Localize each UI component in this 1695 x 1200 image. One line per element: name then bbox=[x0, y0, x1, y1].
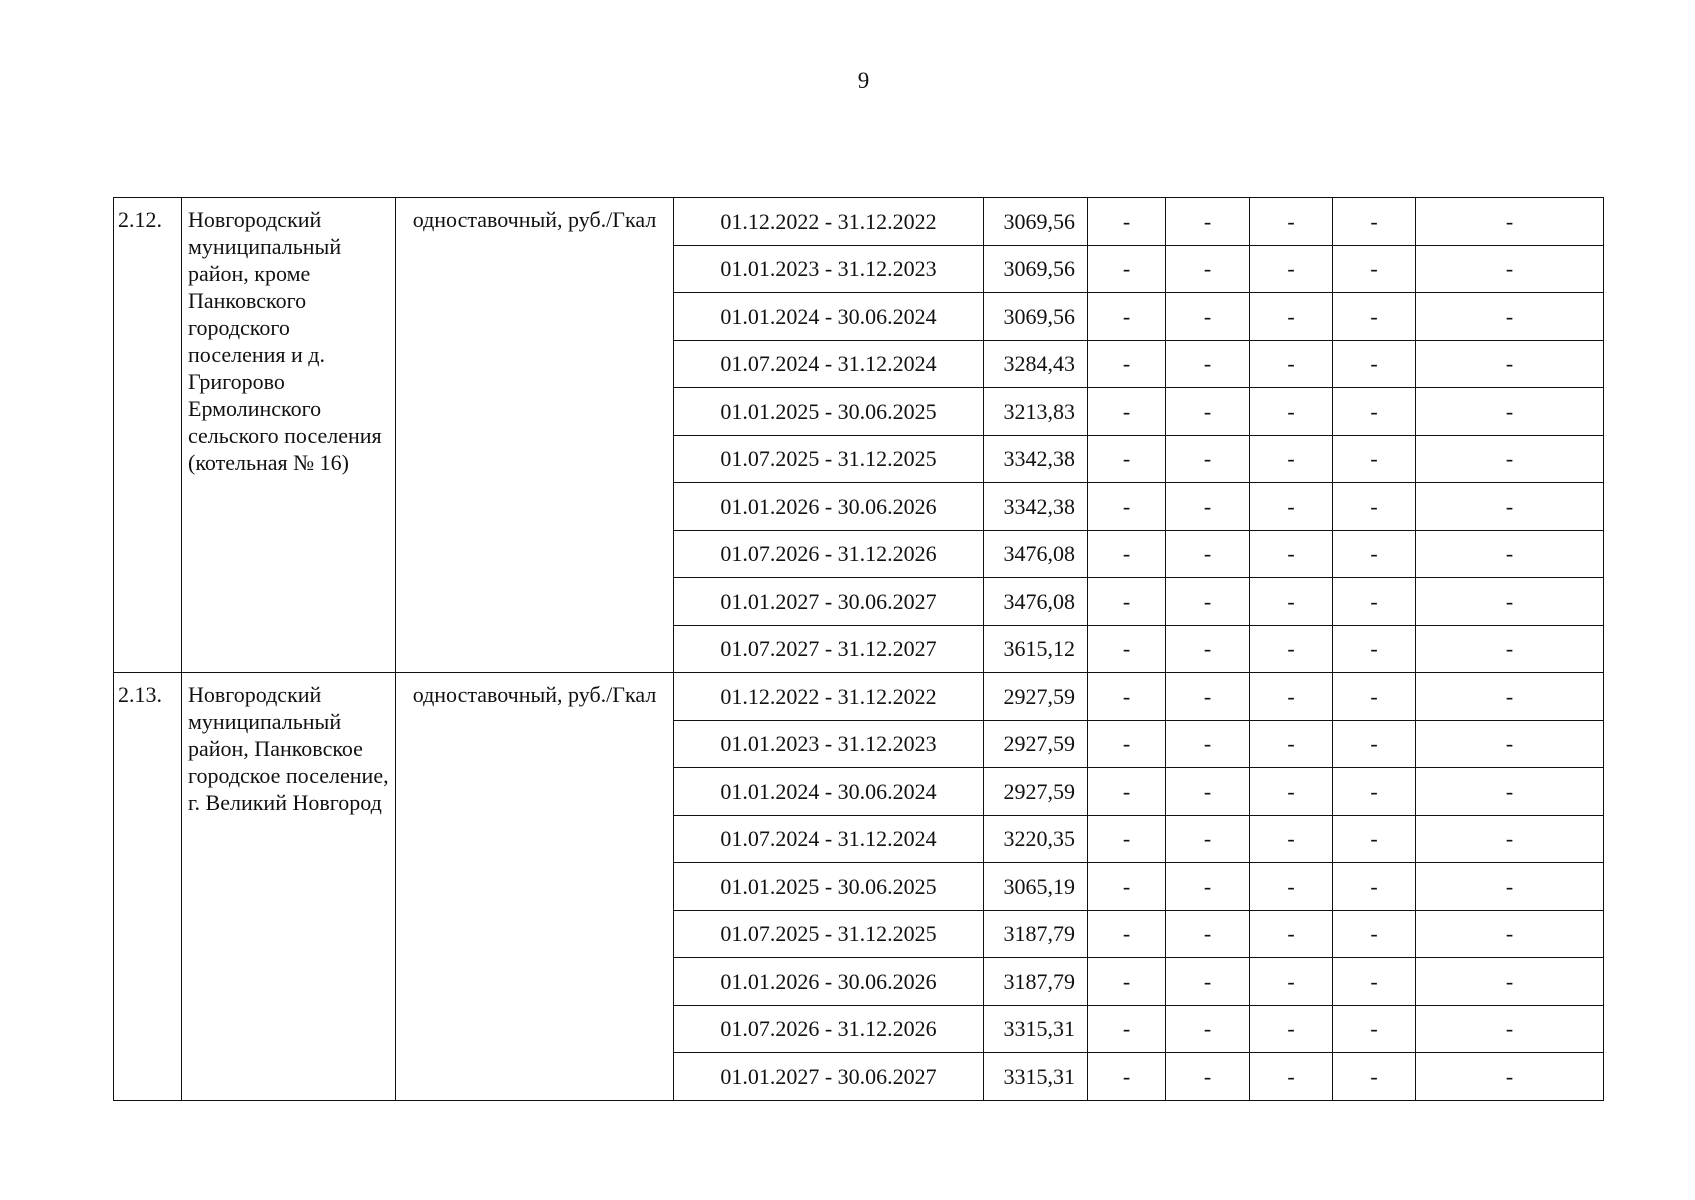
period-cell: 01.01.2023 - 31.12.2023 bbox=[674, 245, 984, 293]
empty-value-cell: - bbox=[1250, 198, 1333, 246]
period-cell: 01.07.2026 - 31.12.2026 bbox=[674, 1005, 984, 1053]
empty-value-cell: - bbox=[1416, 863, 1604, 911]
empty-value-cell: - bbox=[1333, 1005, 1416, 1053]
empty-value-cell: - bbox=[1250, 815, 1333, 863]
empty-value-cell: - bbox=[1088, 958, 1166, 1006]
period-cell: 01.07.2025 - 31.12.2025 bbox=[674, 435, 984, 483]
tariff-value-cell: 3342,38 bbox=[984, 435, 1088, 483]
empty-value-cell: - bbox=[1250, 530, 1333, 578]
tariff-value-cell: 3187,79 bbox=[984, 958, 1088, 1006]
empty-value-cell: - bbox=[1166, 863, 1250, 911]
empty-value-cell: - bbox=[1250, 768, 1333, 816]
empty-value-cell: - bbox=[1333, 198, 1416, 246]
empty-value-cell: - bbox=[1416, 198, 1604, 246]
period-cell: 01.01.2025 - 30.06.2025 bbox=[674, 388, 984, 436]
empty-value-cell: - bbox=[1250, 293, 1333, 341]
empty-value-cell: - bbox=[1250, 958, 1333, 1006]
period-cell: 01.07.2027 - 31.12.2027 bbox=[674, 625, 984, 673]
empty-value-cell: - bbox=[1333, 388, 1416, 436]
empty-value-cell: - bbox=[1333, 815, 1416, 863]
empty-value-cell: - bbox=[1333, 625, 1416, 673]
period-cell: 01.01.2027 - 30.06.2027 bbox=[674, 1053, 984, 1101]
empty-value-cell: - bbox=[1416, 435, 1604, 483]
empty-value-cell: - bbox=[1166, 435, 1250, 483]
empty-value-cell: - bbox=[1088, 1053, 1166, 1101]
empty-value-cell: - bbox=[1166, 720, 1250, 768]
tariff-value-cell: 3615,12 bbox=[984, 625, 1088, 673]
empty-value-cell: - bbox=[1250, 720, 1333, 768]
tariff-value-cell: 3069,56 bbox=[984, 198, 1088, 246]
empty-value-cell: - bbox=[1250, 910, 1333, 958]
period-cell: 01.07.2024 - 31.12.2024 bbox=[674, 815, 984, 863]
empty-value-cell: - bbox=[1416, 340, 1604, 388]
empty-value-cell: - bbox=[1250, 483, 1333, 531]
empty-value-cell: - bbox=[1088, 910, 1166, 958]
empty-value-cell: - bbox=[1088, 863, 1166, 911]
empty-value-cell: - bbox=[1088, 293, 1166, 341]
empty-value-cell: - bbox=[1088, 530, 1166, 578]
empty-value-cell: - bbox=[1088, 483, 1166, 531]
empty-value-cell: - bbox=[1416, 910, 1604, 958]
empty-value-cell: - bbox=[1088, 578, 1166, 626]
empty-value-cell: - bbox=[1333, 863, 1416, 911]
period-cell: 01.01.2024 - 30.06.2024 bbox=[674, 293, 984, 341]
table-row bbox=[114, 198, 1604, 246]
empty-value-cell: - bbox=[1333, 340, 1416, 388]
tariff-type: одноставочный, руб./Гкал bbox=[396, 673, 674, 1101]
period-cell: 01.01.2024 - 30.06.2024 bbox=[674, 768, 984, 816]
tariff-value-cell: 2927,59 bbox=[984, 673, 1088, 721]
empty-value-cell: - bbox=[1166, 1053, 1250, 1101]
empty-value-cell: - bbox=[1088, 625, 1166, 673]
empty-value-cell: - bbox=[1088, 435, 1166, 483]
empty-value-cell: - bbox=[1333, 530, 1416, 578]
section-area: Новгородский муниципальный район, кроме Панковского городского поселения и д. Григорово Ермолинского сельского поселения (котельная № 16) bbox=[182, 198, 396, 673]
empty-value-cell: - bbox=[1333, 958, 1416, 1006]
empty-value-cell: - bbox=[1333, 435, 1416, 483]
tariff-value-cell: 3284,43 bbox=[984, 340, 1088, 388]
empty-value-cell: - bbox=[1333, 768, 1416, 816]
empty-value-cell: - bbox=[1416, 1053, 1604, 1101]
empty-value-cell: - bbox=[1166, 293, 1250, 341]
tariff-value-cell: 3315,31 bbox=[984, 1053, 1088, 1101]
empty-value-cell: - bbox=[1166, 388, 1250, 436]
period-cell: 01.07.2024 - 31.12.2024 bbox=[674, 340, 984, 388]
empty-value-cell: - bbox=[1166, 1005, 1250, 1053]
empty-value-cell: - bbox=[1166, 530, 1250, 578]
empty-value-cell: - bbox=[1088, 768, 1166, 816]
empty-value-cell: - bbox=[1250, 340, 1333, 388]
empty-value-cell: - bbox=[1166, 910, 1250, 958]
period-cell: 01.12.2022 - 31.12.2022 bbox=[674, 673, 984, 721]
empty-value-cell: - bbox=[1333, 245, 1416, 293]
empty-value-cell: - bbox=[1416, 673, 1604, 721]
empty-value-cell: - bbox=[1333, 720, 1416, 768]
empty-value-cell: - bbox=[1088, 388, 1166, 436]
tariff-value-cell: 3315,31 bbox=[984, 1005, 1088, 1053]
empty-value-cell: - bbox=[1166, 673, 1250, 721]
empty-value-cell: - bbox=[1250, 625, 1333, 673]
empty-value-cell: - bbox=[1416, 483, 1604, 531]
empty-value-cell: - bbox=[1166, 815, 1250, 863]
empty-value-cell: - bbox=[1416, 625, 1604, 673]
period-cell: 01.12.2022 - 31.12.2022 bbox=[674, 198, 984, 246]
empty-value-cell: - bbox=[1088, 340, 1166, 388]
tariff-value-cell: 3476,08 bbox=[984, 530, 1088, 578]
tariff-value-cell: 3476,08 bbox=[984, 578, 1088, 626]
empty-value-cell: - bbox=[1250, 673, 1333, 721]
empty-value-cell: - bbox=[1088, 673, 1166, 721]
period-cell: 01.01.2023 - 31.12.2023 bbox=[674, 720, 984, 768]
tariff-value-cell: 2927,59 bbox=[984, 768, 1088, 816]
empty-value-cell: - bbox=[1088, 1005, 1166, 1053]
empty-value-cell: - bbox=[1088, 245, 1166, 293]
empty-value-cell: - bbox=[1166, 245, 1250, 293]
period-cell: 01.01.2026 - 30.06.2026 bbox=[674, 483, 984, 531]
tariff-value-cell: 3213,83 bbox=[984, 388, 1088, 436]
empty-value-cell: - bbox=[1088, 720, 1166, 768]
empty-value-cell: - bbox=[1416, 768, 1604, 816]
page-number: 9 bbox=[857, 68, 870, 93]
empty-value-cell: - bbox=[1416, 1005, 1604, 1053]
empty-value-cell: - bbox=[1250, 388, 1333, 436]
empty-value-cell: - bbox=[1250, 245, 1333, 293]
empty-value-cell: - bbox=[1166, 958, 1250, 1006]
empty-value-cell: - bbox=[1333, 673, 1416, 721]
tariff-value-cell: 3342,38 bbox=[984, 483, 1088, 531]
empty-value-cell: - bbox=[1416, 578, 1604, 626]
section-number: 2.12. bbox=[114, 198, 182, 673]
empty-value-cell: - bbox=[1333, 483, 1416, 531]
empty-value-cell: - bbox=[1416, 720, 1604, 768]
period-cell: 01.01.2026 - 30.06.2026 bbox=[674, 958, 984, 1006]
tariff-table bbox=[113, 197, 1604, 1101]
empty-value-cell: - bbox=[1333, 910, 1416, 958]
empty-value-cell: - bbox=[1416, 388, 1604, 436]
empty-value-cell: - bbox=[1088, 198, 1166, 246]
empty-value-cell: - bbox=[1250, 578, 1333, 626]
empty-value-cell: - bbox=[1166, 625, 1250, 673]
empty-value-cell: - bbox=[1250, 1053, 1333, 1101]
empty-value-cell: - bbox=[1416, 958, 1604, 1006]
empty-value-cell: - bbox=[1250, 863, 1333, 911]
tariff-body bbox=[114, 198, 1604, 1101]
empty-value-cell: - bbox=[1416, 530, 1604, 578]
tariff-value-cell: 3069,56 bbox=[984, 245, 1088, 293]
tariff-value-cell: 3069,56 bbox=[984, 293, 1088, 341]
empty-value-cell: - bbox=[1416, 293, 1604, 341]
empty-value-cell: - bbox=[1166, 340, 1250, 388]
empty-value-cell: - bbox=[1088, 815, 1166, 863]
section-number: 2.13. bbox=[114, 673, 182, 1101]
empty-value-cell: - bbox=[1416, 815, 1604, 863]
period-cell: 01.01.2027 - 30.06.2027 bbox=[674, 578, 984, 626]
empty-value-cell: - bbox=[1333, 578, 1416, 626]
tariff-value-cell: 3065,19 bbox=[984, 863, 1088, 911]
empty-value-cell: - bbox=[1416, 245, 1604, 293]
empty-value-cell: - bbox=[1333, 1053, 1416, 1101]
empty-value-cell: - bbox=[1333, 293, 1416, 341]
tariff-value-cell: 3187,79 bbox=[984, 910, 1088, 958]
section-area: Новгородский муниципальный район, Панковское городское поселение, г. Великий Новгород bbox=[182, 673, 396, 1101]
empty-value-cell: - bbox=[1166, 198, 1250, 246]
empty-value-cell: - bbox=[1166, 768, 1250, 816]
period-cell: 01.07.2025 - 31.12.2025 bbox=[674, 910, 984, 958]
table-row bbox=[114, 673, 1604, 721]
empty-value-cell: - bbox=[1250, 435, 1333, 483]
empty-value-cell: - bbox=[1166, 578, 1250, 626]
period-cell: 01.07.2026 - 31.12.2026 bbox=[674, 530, 984, 578]
tariff-value-cell: 2927,59 bbox=[984, 720, 1088, 768]
tariff-value-cell: 3220,35 bbox=[984, 815, 1088, 863]
tariff-type: одноставочный, руб./Гкал bbox=[396, 198, 674, 673]
empty-value-cell: - bbox=[1166, 483, 1250, 531]
empty-value-cell: - bbox=[1250, 1005, 1333, 1053]
period-cell: 01.01.2025 - 30.06.2025 bbox=[674, 863, 984, 911]
